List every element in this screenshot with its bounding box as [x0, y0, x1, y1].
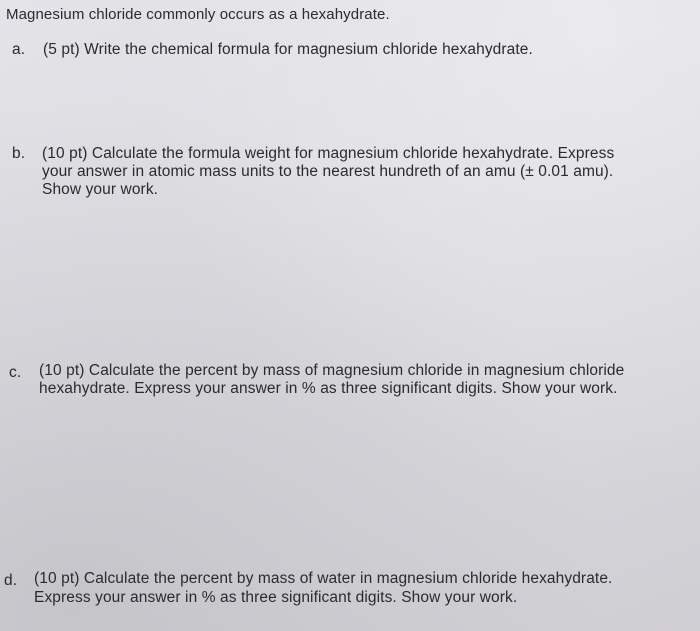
question-a-line-1: (5 pt) Write the chemical formula for magnesium chloride hexahydrate. [43, 41, 533, 58]
question-c-line-1: (10 pt) Calculate the percent by mass of magnesium chloride in magnesium chloride [39, 362, 625, 379]
question-b-line-2: your answer in atomic mass units to the nearest hundreth of an amu (± 0.01 amu). [42, 163, 614, 180]
question-c-line-2: hexahydrate. Express your answer in % as three significant digits. Show your work. [39, 380, 618, 397]
question-b-label: b. [12, 145, 26, 162]
question-b-line-1: (10 pt) Calculate the formula weight for magnesium chloride hexahydrate. Express [42, 145, 615, 162]
question-a-label: a. [12, 41, 26, 58]
question-b-line-3: Show your work. [42, 181, 159, 198]
question-c-label: c. [9, 364, 22, 381]
question-d-line-2: Express your answer in % as three significant digits. Show your work. [34, 589, 518, 606]
question-d-label: d. [4, 572, 18, 589]
question-d-line-1: (10 pt) Calculate the percent by mass of water in magnesium chloride hexahydrate. [34, 570, 613, 587]
worksheet-title: Magnesium chloride commonly occurs as a hexahydrate. [6, 6, 390, 23]
